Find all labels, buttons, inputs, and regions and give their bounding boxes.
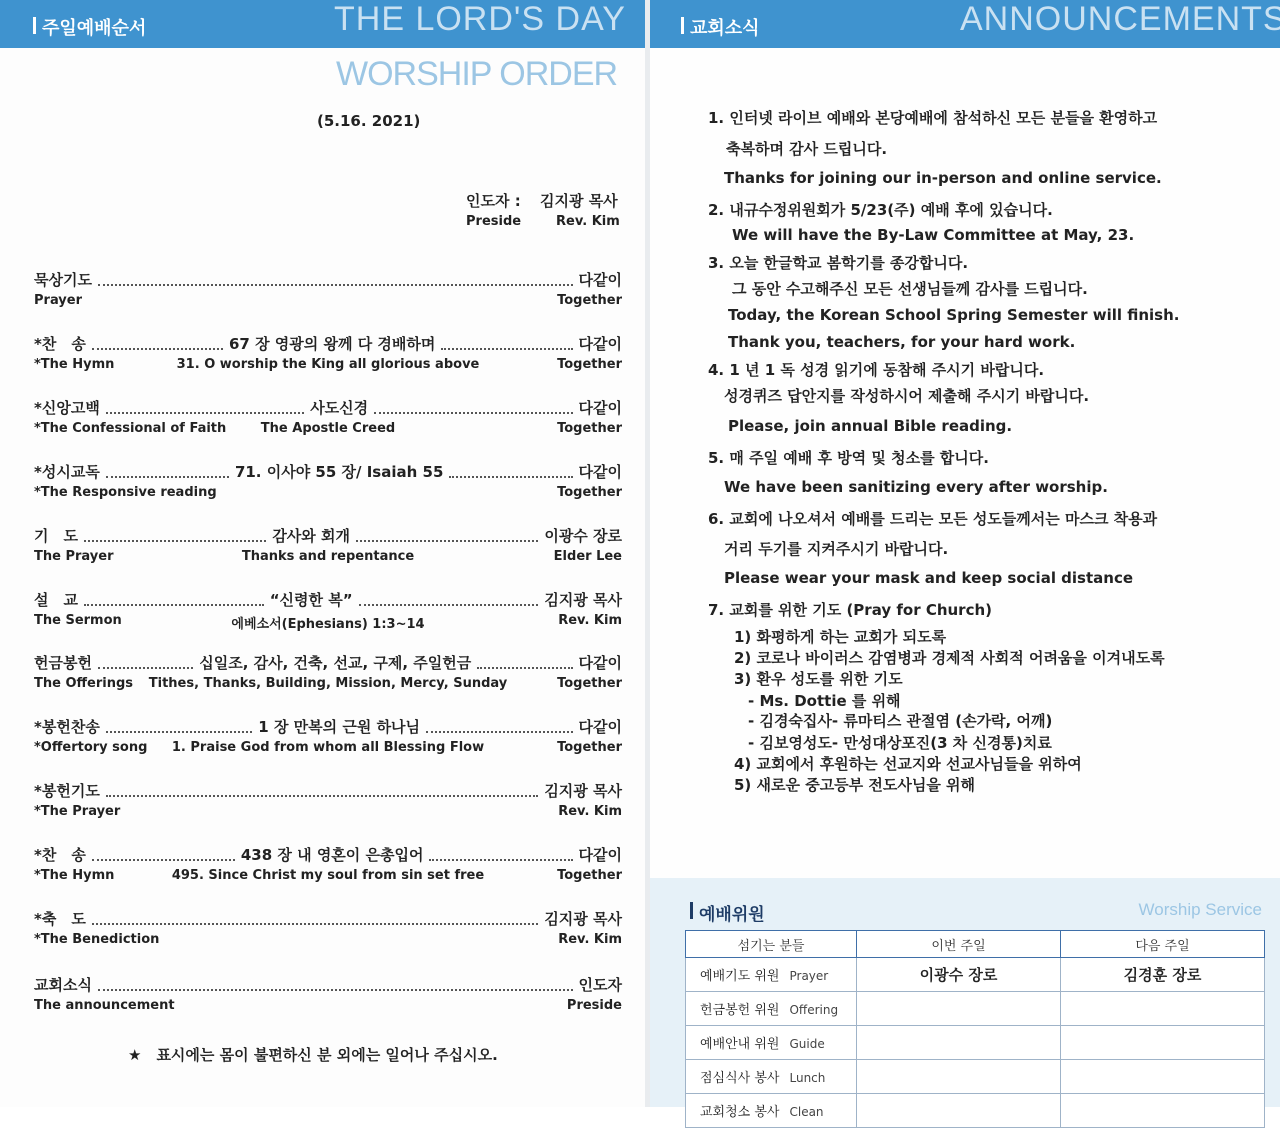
order-item-leader-ko: 김지광 목사: [544, 782, 622, 800]
announcement-line: 7. 교회를 위한 기도 (Pray for Church): [708, 601, 993, 619]
order-item-ko-line: [34, 334, 622, 354]
order-item-leader-en: Together: [557, 357, 622, 372]
order-item-leader-en: Together: [557, 485, 622, 500]
role-cell: [686, 1060, 857, 1094]
table-row: [686, 1026, 1265, 1060]
leader-dots: [84, 540, 266, 542]
left-header-title: 주일예배순서: [42, 14, 146, 40]
order-item-title-ko: 묵상기도: [34, 271, 92, 289]
order-item-title-ko: 기 도: [34, 527, 78, 545]
leader-dots: [429, 859, 572, 861]
leader-dots: [449, 476, 572, 478]
announcement-line: - 김경숙집사- 류마티스 관절염 (손가락, 어깨): [748, 712, 1053, 730]
announcement-line: 1) 화평하게 하는 교회가 되도록: [734, 628, 947, 646]
order-item-ko-line: [34, 462, 622, 482]
order-item-detail-en: The Apostle Creed: [260, 421, 396, 436]
order-item-leader-ko: 다같이: [578, 718, 623, 736]
order-item-detail-ko: 사도신경: [310, 399, 369, 417]
order-item-ko-line: [34, 975, 622, 995]
order-item: [34, 653, 622, 697]
announcement-line: We will have the By-Law Committee at May, 23.: [732, 226, 1135, 244]
announcement-line: Please, join annual Bible reading.: [728, 417, 1013, 435]
order-item-title-ko: *찬 송: [34, 846, 86, 864]
role-en: Offering: [789, 1003, 839, 1017]
order-item: [34, 526, 622, 570]
order-item-title-en: The announcement: [34, 998, 175, 1013]
order-item-detail-ko: 71. 이사야 55 장/ Isaiah 55: [234, 463, 444, 481]
order-item: [34, 398, 622, 442]
order-item-detail-en: 1. Praise God from whom all Blessing Flow: [171, 740, 485, 755]
order-item-title-ko: *봉헌기도: [34, 782, 100, 800]
order-item-en-line: [34, 485, 622, 503]
order-item-en-line: [34, 868, 622, 886]
leader-dots: [374, 412, 572, 414]
announcement-line: - Ms. Dottie 를 위해: [748, 692, 901, 710]
order-item-leader-en: Elder Lee: [553, 549, 622, 564]
order-item: [34, 462, 622, 506]
announcement-line: 2. 내규수정위원회가 5/23(주) 예배 후에 있습니다.: [708, 201, 1053, 219]
order-item-leader-en: Preside: [566, 998, 622, 1013]
order-item: [34, 334, 622, 378]
order-item-leader-en: Together: [557, 676, 622, 691]
announcement-line: 5) 새로운 중고등부 전도사님을 위해: [734, 776, 976, 794]
order-item-en-line: [34, 549, 622, 567]
order-item: [34, 909, 622, 953]
order-item-ko-line: [34, 590, 622, 610]
order-item-title-ko: *봉헌찬송: [34, 718, 100, 736]
this-week-cell: [857, 992, 1061, 1026]
announcement-line: - 김보영성도- 만성대상포진(3 차 신경통)치료: [748, 734, 1052, 752]
order-item-leader-ko: 인도자: [578, 976, 622, 994]
role-ko: 헌금봉헌 위원: [700, 1003, 780, 1018]
order-item-title-en: *The Responsive reading: [34, 485, 217, 500]
role-cell: [686, 992, 857, 1026]
announcement-line: 4. 1 년 1 독 성경 읽기에 동참해 주시기 바랍니다.: [708, 361, 1045, 379]
order-item-detail-ko: 십일조, 감사, 건축, 선교, 구제, 주일헌금: [199, 654, 472, 672]
order-item-title-ko: 설 교: [34, 591, 78, 609]
announcement-line: Thanks for joining our in-person and online service.: [724, 169, 1162, 187]
order-item-leader-ko: 이광수 장로: [544, 527, 623, 545]
role-cell: [686, 1094, 857, 1128]
order-item-en-line: [34, 932, 622, 950]
order-item-ko-line: [34, 845, 622, 865]
order-item-title-en: *The Hymn: [34, 357, 115, 372]
leader-dots: [426, 731, 572, 733]
preside-name-ko: 김지광 목사: [540, 192, 618, 210]
order-item: [34, 975, 622, 1019]
preside-name-en: Rev. Kim: [556, 214, 620, 229]
role-en: Guide: [789, 1037, 825, 1051]
worship-service-panel: [650, 878, 1280, 1120]
role-en: Lunch: [789, 1071, 826, 1085]
order-item-title-ko: 헌금봉헌: [34, 654, 92, 672]
order-item-ko-line: [34, 653, 622, 673]
role-cell: [686, 958, 857, 992]
order-item-leader-en: Together: [557, 868, 622, 883]
order-item-title-ko: *성시교독: [34, 463, 100, 481]
next-week-cell: 김경훈 장로: [1061, 958, 1265, 992]
order-item-en-line: [34, 804, 622, 822]
table-header-row: [686, 931, 1265, 958]
order-item-leader-ko: 다같이: [578, 271, 622, 289]
leader-dots: [98, 667, 193, 669]
order-item-ko-line: [34, 526, 622, 546]
order-item-leader-ko: 다같이: [578, 463, 622, 481]
order-item-title-en: The Sermon: [34, 613, 122, 628]
order-item-detail-ko: 1 장 만복의 근원 하나님: [258, 718, 421, 736]
order-item-en-line: [34, 293, 622, 311]
preside-label-en: Preside: [466, 214, 522, 229]
preside-label-ko: 인도자 :: [466, 192, 521, 210]
col-header-role: 섬기는 분들: [686, 931, 857, 958]
leader-dots: [356, 540, 538, 542]
order-item-detail-ko: 438 장 내 영혼이 은총입어: [240, 846, 424, 864]
order-item-detail-ko: 67 장 영광의 왕께 다 경배하며: [228, 335, 436, 353]
worship-service-title-en: Worship Service: [1138, 900, 1262, 919]
leader-dots: [106, 731, 252, 733]
order-item-title-en: Prayer: [34, 293, 83, 308]
role-ko: 교회청소 봉사: [700, 1105, 780, 1120]
order-item-title-en: The Offerings: [34, 676, 134, 691]
order-item-title-ko: *신앙고백: [34, 399, 100, 417]
table-row: [686, 1060, 1265, 1094]
order-item-en-line: [34, 357, 622, 375]
announcement-line: Thank you, teachers, for your hard work.: [728, 333, 1076, 351]
announcement-line: 1. 인터넷 라이브 예배와 본당예배에 참석하신 모든 분들을 환영하고: [708, 109, 1158, 127]
col-header-this-week: 이번 주일: [857, 931, 1061, 958]
right-header-title: 교회소식: [690, 14, 760, 40]
leader-dots: [106, 795, 539, 797]
role-ko: 예배안내 위원: [700, 1037, 780, 1052]
this-week-cell: [857, 1060, 1061, 1094]
order-item-title-ko: 교회소식: [34, 976, 92, 994]
left-header-bar: [0, 0, 645, 48]
order-item-title-en: *Offertory song: [34, 740, 148, 755]
announcement-line: 6. 교회에 나오셔서 예배를 드리는 모든 성도들께서는 마스크 착용과: [708, 510, 1158, 528]
role-ko: 예배기도 위원: [700, 969, 780, 984]
next-week-cell: [1061, 992, 1265, 1026]
order-item-leader-en: Together: [557, 421, 622, 436]
worship-order-subtitle: WORSHIP ORDER: [336, 55, 618, 93]
role-en: Clean: [789, 1105, 824, 1119]
service-date: (5.16. 2021): [317, 112, 421, 130]
order-item-leader-ko: 다같이: [578, 654, 623, 672]
this-week-cell: [857, 1026, 1061, 1060]
order-item-leader-ko: 김지광 목사: [544, 910, 622, 928]
leader-dots: [106, 412, 304, 414]
order-item-leader-ko: 다같이: [578, 399, 623, 417]
table-row: [686, 992, 1265, 1026]
order-item-detail-en: 31. O worship the King all glorious above: [176, 357, 480, 372]
table-row: [686, 958, 1265, 992]
announcement-line: Please wear your mask and keep social distance: [724, 569, 1134, 587]
order-item-ko-line: [34, 909, 622, 929]
role-en: Prayer: [789, 969, 829, 983]
order-item-title-en: *The Benediction: [34, 932, 160, 947]
announcement-line: 3) 환우 성도를 위한 기도: [734, 670, 903, 688]
order-item-title-en: The Prayer: [34, 549, 114, 564]
announcements-page: [650, 0, 1287, 1120]
announcement-line: 2) 코로나 바이러스 감염병과 경제적 사회적 어려움을 이겨내도록: [734, 649, 1165, 667]
order-item-leader-en: Rev. Kim: [558, 804, 622, 819]
order-item-detail-en: 에베소서(Ephesians) 1:3~14: [231, 617, 425, 632]
col-header-next-week: 다음 주일: [1061, 931, 1265, 958]
leader-dots: [359, 604, 539, 606]
leader-dots: [84, 604, 264, 606]
order-item-en-line: [34, 613, 622, 631]
announcement-line: We have been sanitizing every after worship.: [724, 478, 1108, 496]
next-week-cell: [1061, 1094, 1265, 1128]
order-item: [34, 590, 622, 634]
worship-order-page: [0, 0, 645, 1107]
order-item-leader-en: Rev. Kim: [558, 613, 622, 628]
order-item-ko-line: [34, 398, 622, 418]
order-item-ko-line: [34, 717, 622, 737]
order-item-leader-en: Together: [557, 740, 622, 755]
order-item: [34, 781, 622, 825]
order-item: [34, 717, 622, 761]
order-item-detail-en: 495. Since Christ my soul from sin set free: [171, 868, 485, 883]
order-item-title-en: *The Prayer: [34, 804, 121, 819]
order-item-leader-ko: 다같이: [578, 846, 622, 864]
worship-service-title-ko: 예배위원: [699, 900, 765, 925]
announcement-line: 거리 두기를 지켜주시기 바랍니다.: [724, 540, 949, 558]
order-item-detail-ko: 감사와 회개: [272, 527, 350, 545]
order-item-detail-ko: “신령한 복”: [269, 591, 353, 609]
announcement-line: 5. 매 주일 예배 후 방역 및 청소를 합니다.: [708, 449, 989, 467]
announcement-line: 3. 오늘 한글학교 봄학기를 종강합니다.: [708, 254, 969, 272]
order-item-ko-line: [34, 781, 622, 801]
this-week-cell: [857, 1094, 1061, 1128]
announcement-line: 그 동안 수고해주신 모든 선생님들께 감사를 드립니다.: [732, 280, 1088, 298]
announcement-line: 축복하며 감사 드립니다.: [726, 140, 888, 158]
this-week-cell: 이광수 장로: [857, 958, 1061, 992]
order-item-title-en: *The Confessional of Faith: [34, 421, 227, 436]
order-item-leader-ko: 다같이: [578, 335, 623, 353]
leader-dots: [92, 348, 223, 350]
role-cell: [686, 1026, 857, 1060]
order-item-ko-line: [34, 270, 622, 290]
right-header-bar: [650, 0, 1287, 48]
order-item-leader-en: Rev. Kim: [558, 932, 622, 947]
order-item: [34, 270, 622, 314]
leader-dots: [98, 989, 573, 991]
role-ko: 점심식사 봉사: [700, 1071, 780, 1086]
order-item-detail-en: Tithes, Thanks, Building, Mission, Mercy, Sunday: [148, 676, 508, 691]
standing-footnote: ★ 표시에는 몸이 불편하신 분 외에는 일어나 주십시오.: [128, 1046, 498, 1064]
order-item-en-line: [34, 998, 622, 1016]
announcements-title: ANNOUNCEMENTS: [960, 0, 1287, 38]
order-item-en-line: [34, 740, 622, 758]
order-item-detail-en: Thanks and repentance: [241, 549, 415, 564]
announcement-line: 4) 교회에서 후원하는 선교지와 선교사님들을 위하여: [734, 755, 1082, 773]
leader-dots: [92, 859, 235, 861]
leader-dots: [106, 476, 229, 478]
worship-service-table: [685, 930, 1265, 1128]
next-week-cell: [1061, 1026, 1265, 1060]
leader-dots: [98, 284, 573, 286]
order-item: [34, 845, 622, 889]
order-item-en-line: [34, 676, 622, 694]
lords-day-title: THE LORD'S DAY: [334, 0, 626, 38]
announcement-line: 성경퀴즈 답안지를 작성하시어 제출해 주시기 바랍니다.: [724, 387, 1090, 405]
next-week-cell: [1061, 1060, 1265, 1094]
order-item-title-ko: *축 도: [34, 910, 86, 928]
order-item-title-en: *The Hymn: [34, 868, 115, 883]
order-item-leader-en: Together: [557, 293, 622, 308]
leader-dots: [92, 923, 538, 925]
announcement-line: Today, the Korean School Spring Semester will finish.: [728, 306, 1180, 324]
leader-dots: [441, 348, 572, 350]
leader-dots: [477, 667, 572, 669]
order-item-en-line: [34, 421, 622, 439]
order-item-title-ko: *찬 송: [34, 335, 86, 353]
table-row: [686, 1094, 1265, 1128]
order-item-leader-ko: 김지광 목사: [544, 591, 623, 609]
